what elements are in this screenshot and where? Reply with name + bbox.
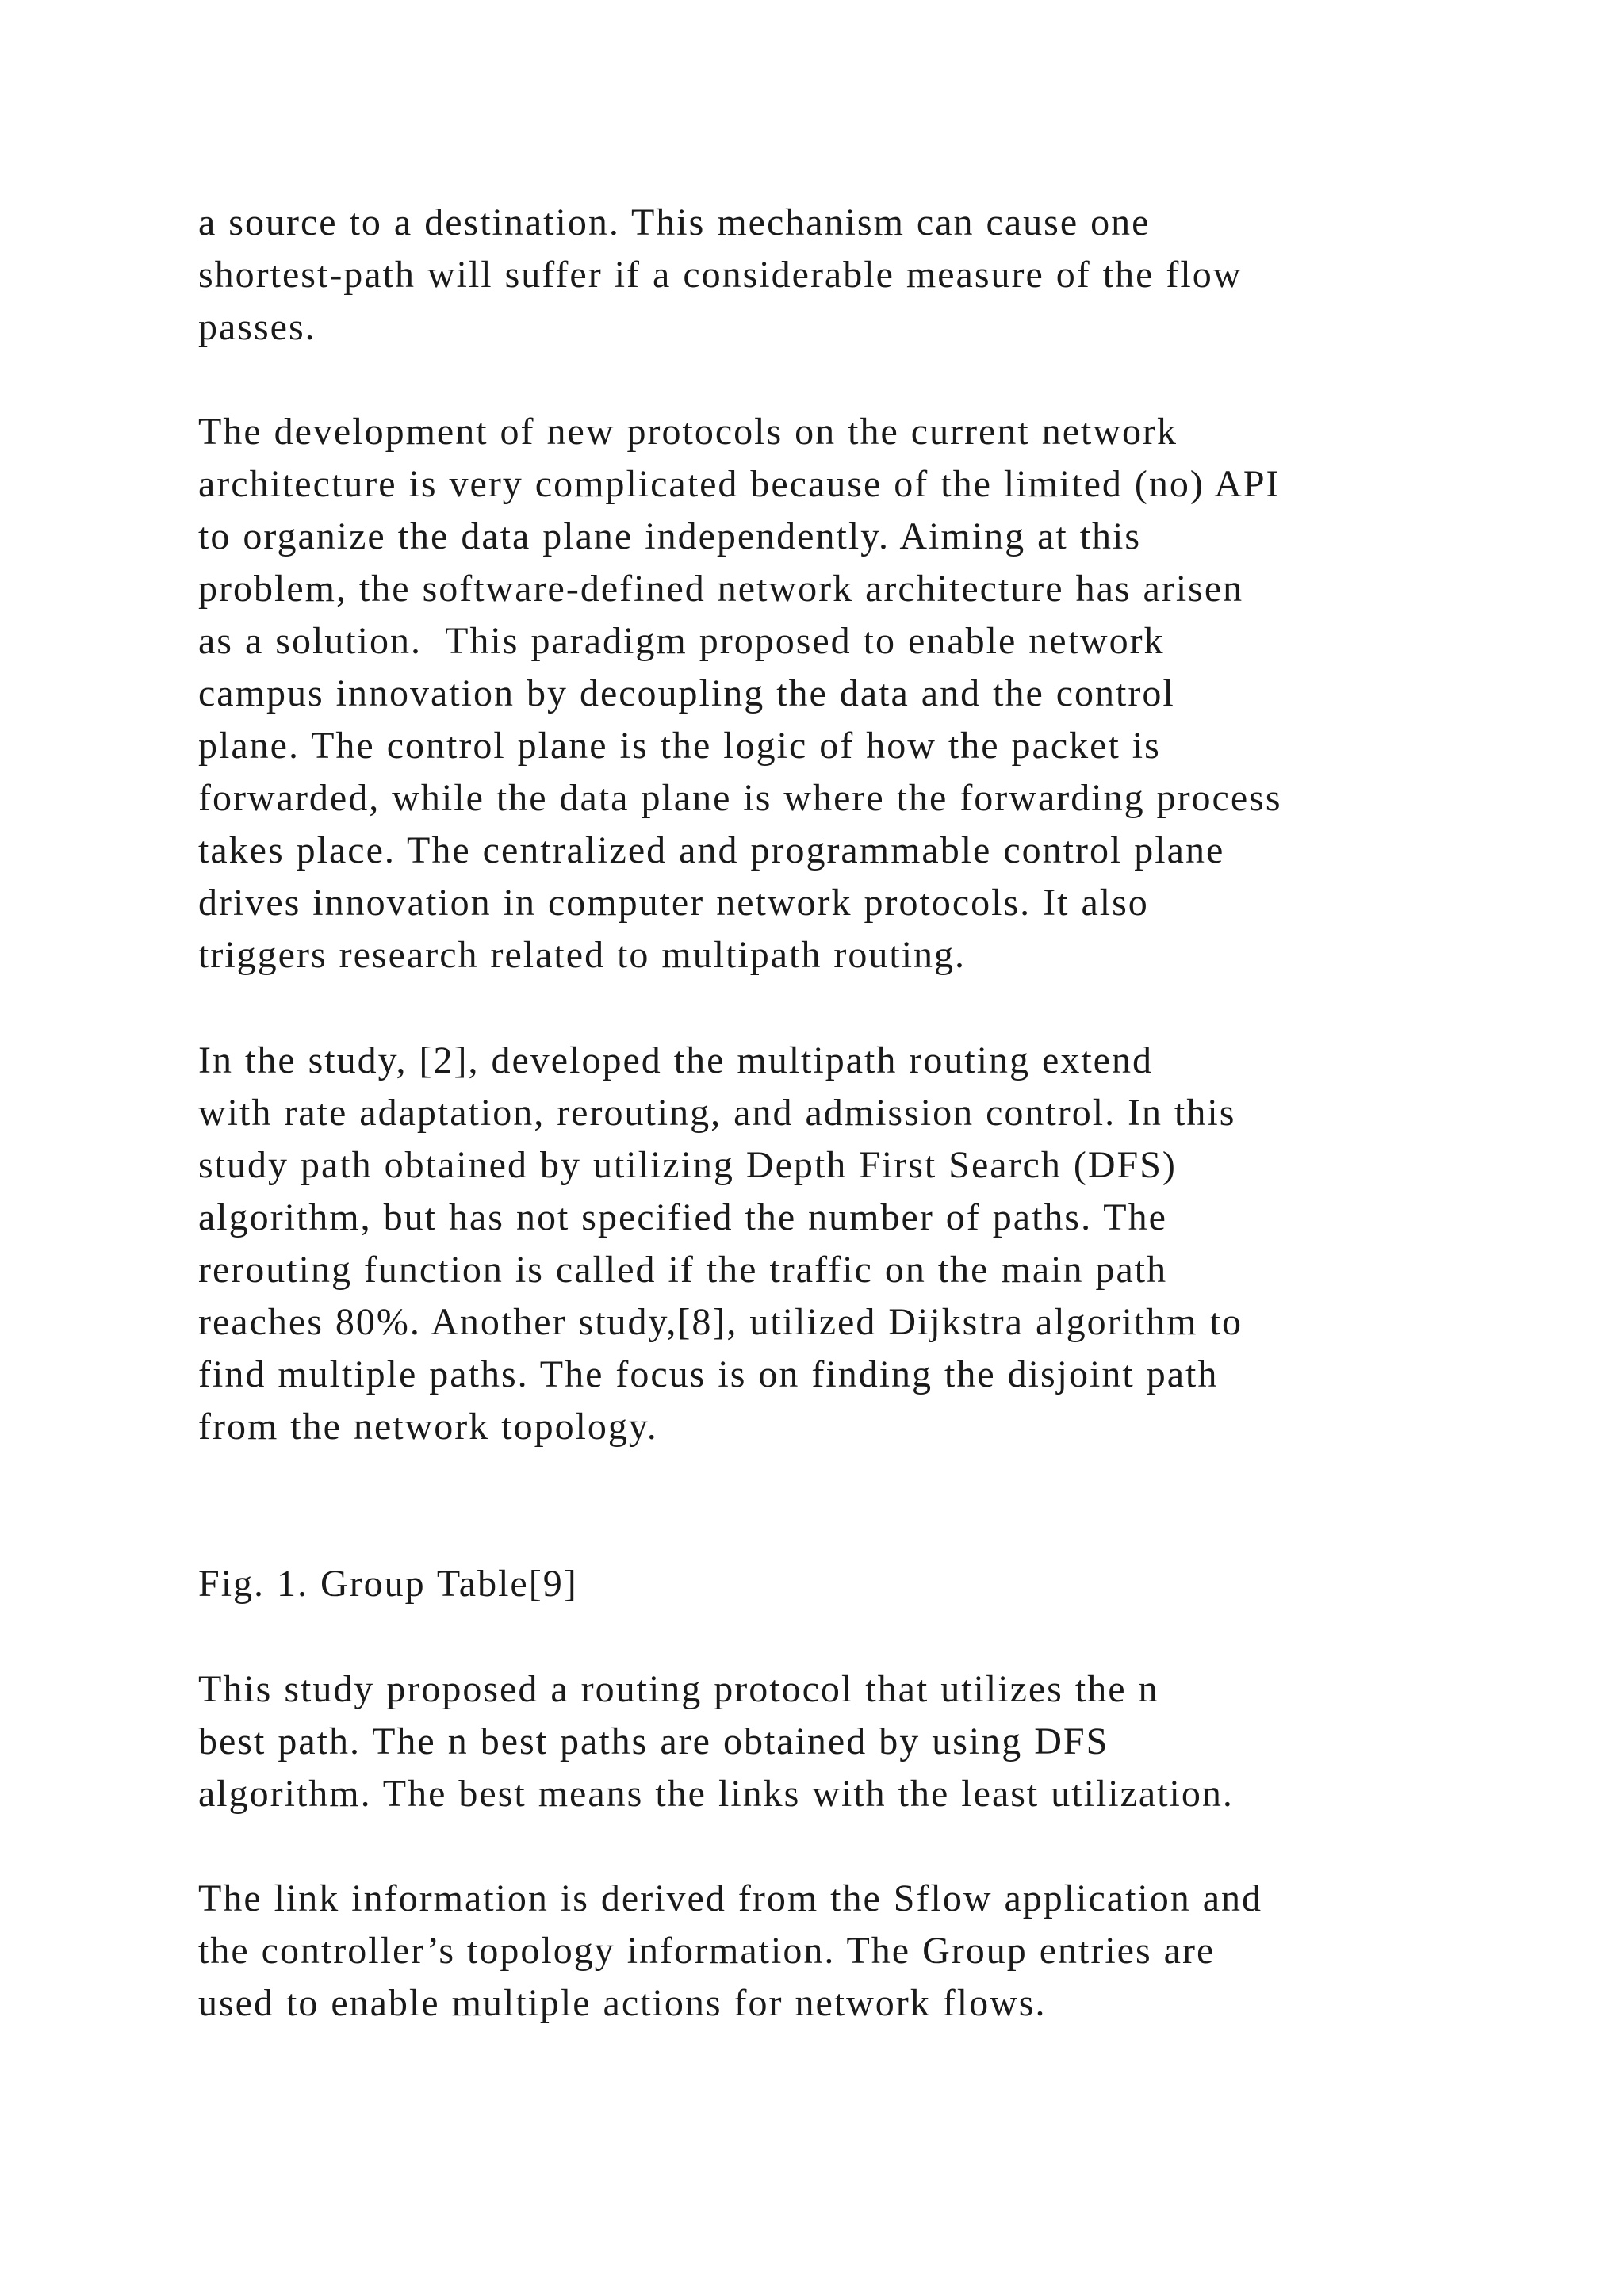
text-line: algorithm, but has not specified the number of paths. The bbox=[198, 1196, 1167, 1238]
text-line: The development of new protocols on the current network bbox=[198, 411, 1178, 453]
text-line: triggers research related to multipath routing. bbox=[198, 934, 967, 976]
text-line: forwarded, while the data plane is where the forwarding process bbox=[198, 777, 1282, 819]
text-line: used to enable multiple actions for network flows. bbox=[198, 1982, 1047, 2024]
text-line: rerouting function is called if the traffic on the main path bbox=[198, 1249, 1168, 1291]
text-line: plane. The control plane is the logic of how the packet is bbox=[198, 725, 1161, 767]
text-line: best path. The n best paths are obtained by using DFS bbox=[198, 1720, 1109, 1762]
text-line: This study proposed a routing protocol that utilizes the n bbox=[198, 1668, 1159, 1710]
paragraph-proposal bbox=[198, 1663, 1234, 1820]
text-line: shortest-path will suffer if a considerable measure of the flow bbox=[198, 254, 1243, 296]
text-line: architecture is very complicated because of the limited (no) API bbox=[198, 463, 1281, 505]
paragraph-link-information bbox=[198, 1873, 1262, 2030]
text-line: passes. bbox=[198, 306, 316, 348]
text-line: with rate adaptation, rerouting, and admission control. In this bbox=[198, 1092, 1236, 1134]
text-line: drives innovation in computer network protocols. It also bbox=[198, 882, 1149, 924]
text-line: problem, the software-defined network architecture has arisen bbox=[198, 568, 1244, 610]
text-line: a source to a destination. This mechanism can cause one bbox=[198, 201, 1151, 243]
figure-caption bbox=[198, 1558, 578, 1610]
text-line: algorithm. The best means the links with the least utilization. bbox=[198, 1773, 1234, 1815]
text-line: The link information is derived from the Sflow application and bbox=[198, 1877, 1263, 1919]
text-line: study path obtained by utilizing Depth First Search (DFS) bbox=[198, 1144, 1177, 1186]
paragraph-sdn-background bbox=[198, 406, 1282, 982]
text-line: find multiple paths. The focus is on finding the disjoint path bbox=[198, 1353, 1219, 1395]
paragraph-continuation bbox=[198, 197, 1242, 354]
text-line: the controller’s topology information. The Group entries are bbox=[198, 1930, 1216, 1972]
caption-line: Fig. 1. Group Table[9] bbox=[198, 1563, 578, 1605]
paragraph-related-work bbox=[198, 1035, 1243, 1453]
text-line: reaches 80%. Another study,[8], utilized Dijkstra algorithm to bbox=[198, 1301, 1243, 1343]
text-line: takes place. The centralized and programmable control plane bbox=[198, 829, 1225, 871]
text-line: as a solution. This paradigm proposed to enable network bbox=[198, 620, 1165, 662]
text-line: to organize the data plane independently. Aiming at this bbox=[198, 515, 1142, 557]
text-line: from the network topology. bbox=[198, 1406, 658, 1448]
text-line: In the study, [2], developed the multipath routing extend bbox=[198, 1039, 1153, 1081]
text-line: campus innovation by decoupling the data and the control bbox=[198, 672, 1175, 714]
